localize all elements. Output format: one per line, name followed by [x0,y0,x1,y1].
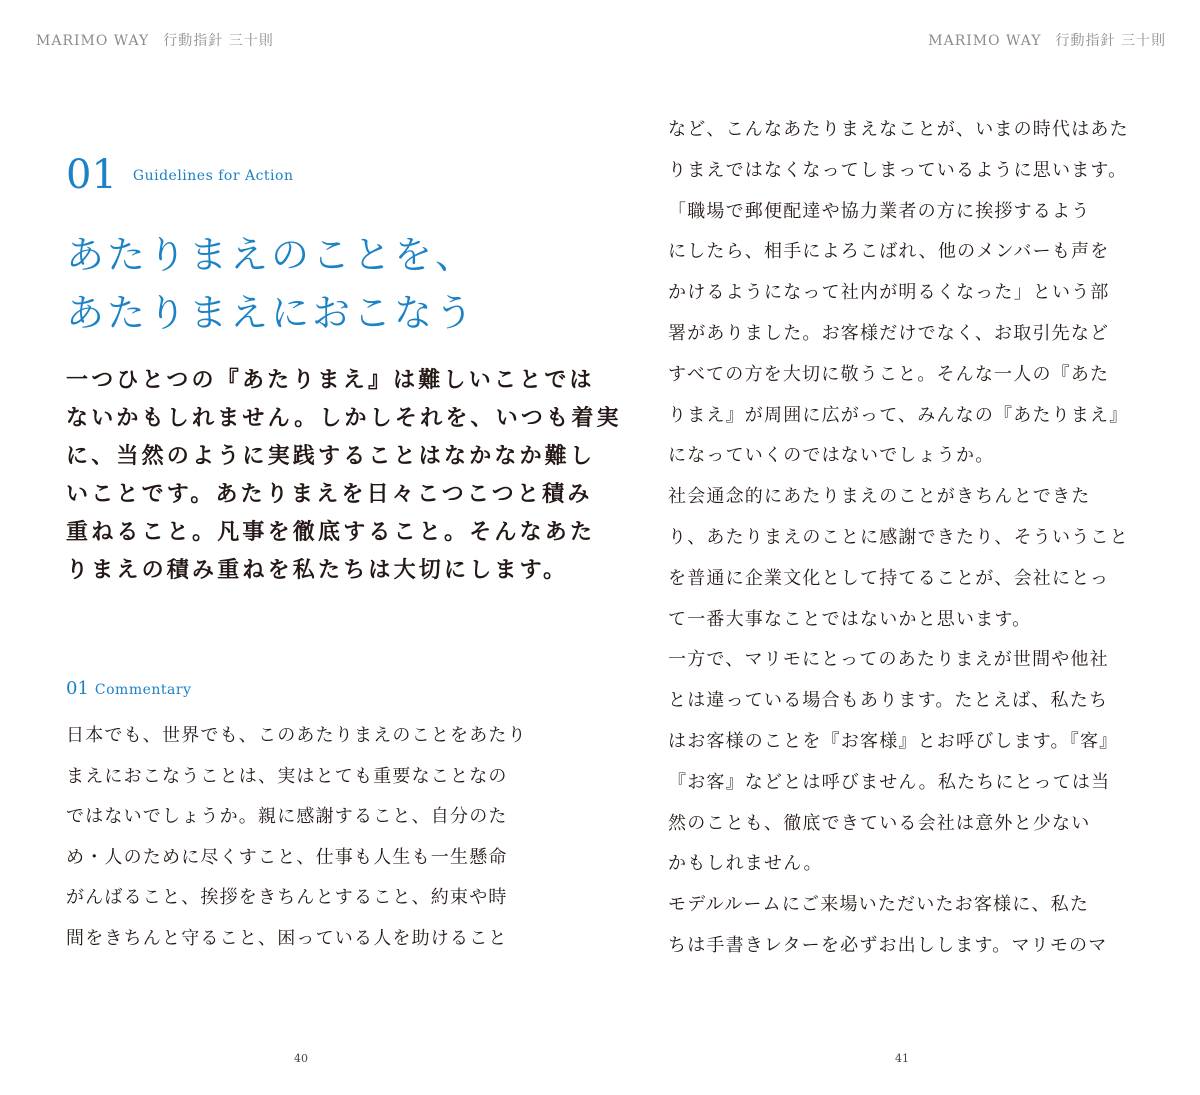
body-line: 間をきちんと守ること、困っている人を助けること [66,927,508,949]
section-heading [66,150,293,201]
lead-line: 一つひとつの『あたりまえ』は難しいことでは [66,368,595,393]
section-number: 01 [66,152,117,198]
header-subtitle: 行動指針 三十則 [163,33,274,49]
page-number-right: 41 [895,1052,909,1065]
headline [66,226,586,342]
body-line: 然のことも、徹底できている会社は意外と少ない [668,812,1091,834]
body-line: かけるようになって社内が明るくなった」という部 [668,282,1110,304]
body-line: りまえ』が周囲に広がって、みんなの『あたりまえ』 [668,404,1129,426]
body-line: かもしれません。 [668,853,823,875]
header-brand: MARIMO WAY [928,33,1042,49]
body-line: め・人のために尽くすこと、仕事も人生も一生懸命 [66,846,508,868]
lead-line: りまえの積み重ねを私たちは大切にします。 [66,558,569,583]
body-line: ちは手書きレターを必ずお出しします。マリモのマ [668,934,1108,956]
body-line: 署がありました。お客様だけでなく、お取引先など [668,322,1110,344]
body-line: がんばること、挨拶をきちんとすること、約束や時 [66,887,508,908]
body-line: て一番大事なことではないかと思います。 [668,608,1032,630]
running-header-right [928,30,1166,50]
headline-line: あたりまえにおこなう [66,291,477,335]
running-header-left [36,30,274,50]
body-line: 日本でも、世界でも、このあたりまえのことをあたり [66,725,527,746]
body-line: を普通に企業文化として持てることが、会社にとっ [668,567,1110,589]
commentary-body [66,716,546,959]
body-line: 「職場で郵便配達や協力業者の方に挨拶するよう [668,200,1091,222]
body-line: モデルルームにご来場いただいたお客様に、私た [668,894,1090,916]
commentary-heading [66,678,191,699]
lead-line: 重ねること。凡事を徹底すること。そんなあた [66,520,596,545]
lead-paragraph [66,362,622,590]
body-line: 一方で、マリモにとってのあたりまえが世間や他社 [668,649,1109,671]
body-line: など、こんなあたりまえなことが、いまの時代はあた [668,119,1129,140]
body-line: ではないでしょうか。親に感謝すること、自分のた [66,806,508,827]
header-subtitle: 行動指針 三十則 [1055,33,1166,49]
body-line: まえにおこなうことは、実はとても重要なことなの [66,765,508,787]
body-line: にしたら、相手によろこばれ、他のメンバーも声を [668,241,1110,263]
section-label-en: Guidelines for Action [132,168,294,184]
body-line: とは違っている場合もあります。たとえば、私たち [668,690,1109,712]
commentary-body-continued [668,110,1148,967]
body-line: 『お客』などとは呼びません。私たちにとっては当 [668,771,1111,793]
commentary-label: Commentary [94,682,192,698]
body-line: はお客様のことを『お客様』とお呼びします。『客』 [668,730,1119,752]
lead-line: いことです。あたりまえを日々こつこつと積み [66,482,593,507]
right-page [600,0,1200,1095]
body-line: 社会通念的にあたりまえのことがきちんとできた [668,486,1091,508]
header-brand: MARIMO WAY [36,33,150,49]
body-line: りまえではなくなってしまっているように思います。 [668,159,1128,181]
lead-line: ないかもしれません。しかしそれを、いつも着実 [66,406,622,431]
headline-line: あたりまえのことを、 [66,233,477,277]
commentary-number: 01 [66,678,89,699]
body-line: になっていくのではないでしょうか。 [668,445,995,467]
body-line: り、あたりまえのことに感謝できたり、そういうこと [668,526,1129,548]
lead-line: に、当然のように実践することはなかなか難し [66,444,596,469]
body-line: すべての方を大切に敬うこと。そんな一人の『あた [668,363,1110,385]
page-number-left: 40 [294,1052,308,1065]
